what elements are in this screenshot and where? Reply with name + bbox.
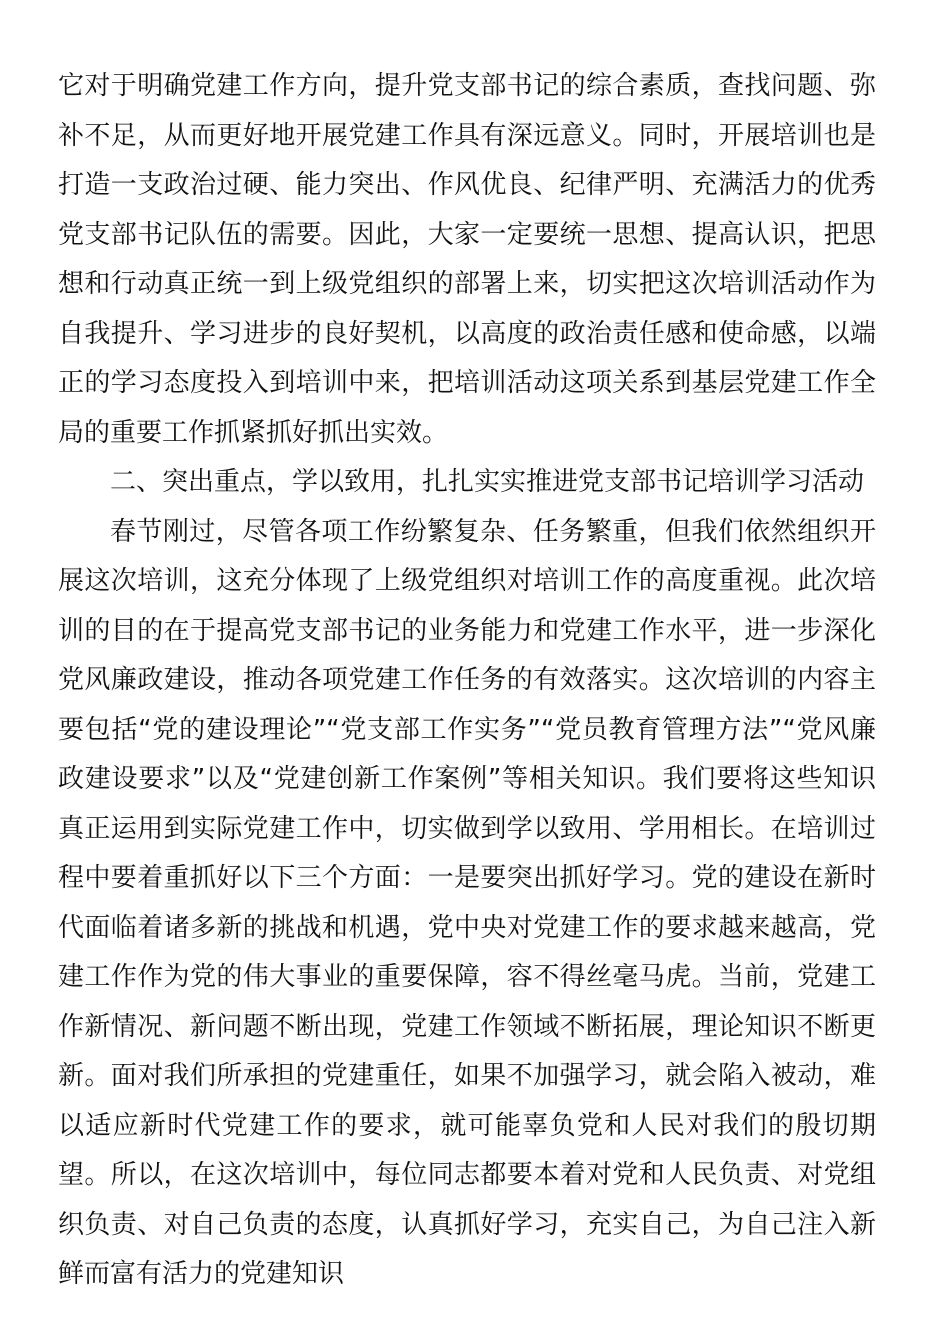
- body-paragraph-1: 它对于明确党建工作方向，提升党支部书记的综合素质，查找问题、弥补不足，从而更好地开展党建工作具有深远意义。同时，开展培训也是打造一支政治过硬、能力突出、作风优良、纪律严明、充满活力的优秀党支部书记队伍的需要。因此，大家一定要统一思想、提高认识，把思想和行动真正统一到上级党组织的部署上来，切实把这次培训活动作为自我提升、学习进步的良好契机，以高度的政治责任感和使命感，以端正的学习态度投入到培训中来，把培训活动这项关系到基层党建工作全局的重要工作抓紧抓好抓出实效。: [58, 71, 876, 448]
- document-page: [58, 62, 876, 1300]
- body-paragraph-2: 春节刚过，尽管各项工作纷繁复杂、任务繁重，但我们依然组织开展这次培训，这充分体现了上级党组织对培训工作的高度重视。此次培训的目的在于提高党支部书记的业务能力和党建工作水平，进一步深化党风廉政建设，推动各项党建工作任务的有效落实。这次培训的内容主要包括“党的建设理论”“党支部工作实务”“党员教育管理方法”“党风廉政建设要求”以及“党建创新工作案例”等相关知识。我们要将这些知识真正运用到实际党建工作中，切实做到学以致用、学用相长。在培训过程中要着重抓好以下三个方面：一是要突出抓好学习。党的建设在新时代面临着诸多新的挑战和机遇，党中央对党建工作的要求越来越高，党建工作作为党的伟大事业的重要保障，容不得丝毫马虎。当前，党建工作新情况、新问题不断出现，党建工作领域不断拓展，理论知识不断更新。面对我们所承担的党建重任，如果不加强学习，就会陷入被动，难以适应新时代党建工作的要求，就可能辜负党和人民对我们的殷切期望。所以，在这次培训中，每位同志都要本着对党和人民负责、对党组织负责、对自己负责的态度，认真抓好学习，充实自己，为自己注入新鲜而富有活力的党建知识: [58, 516, 876, 1289]
- section-heading-2: 二、突出重点，学以致用，扎扎实实推进党支部书记培训学习活动: [110, 467, 865, 497]
